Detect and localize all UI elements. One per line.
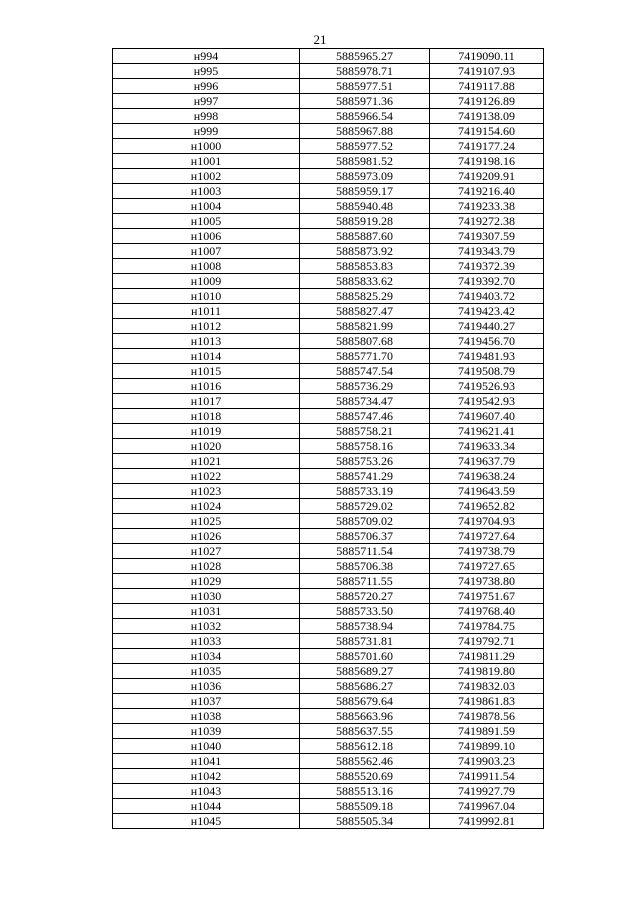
table-row [113, 769, 544, 784]
point-id-cell: н1035 [113, 664, 300, 679]
point-id-cell: н1008 [113, 259, 300, 274]
y-coordinate-cell: 7419138.09 [430, 109, 544, 124]
table-row [113, 664, 544, 679]
y-coordinate-cell: 7419652.82 [430, 499, 544, 514]
point-id-cell: н1003 [113, 184, 300, 199]
y-coordinate-cell: 7419177.24 [430, 139, 544, 154]
table-row [113, 49, 544, 64]
y-coordinate-cell: 7419768.40 [430, 604, 544, 619]
point-id-cell: н1009 [113, 274, 300, 289]
point-id-cell: н1006 [113, 229, 300, 244]
x-coordinate-cell: 5885689.27 [300, 664, 430, 679]
x-coordinate-cell: 5885509.18 [300, 799, 430, 814]
y-coordinate-cell: 7419542.93 [430, 394, 544, 409]
table-row [113, 589, 544, 604]
table-row [113, 289, 544, 304]
x-coordinate-cell: 5885833.62 [300, 274, 430, 289]
y-coordinate-cell: 7419992.81 [430, 814, 544, 829]
point-id-cell: н1000 [113, 139, 300, 154]
y-coordinate-cell: 7419090.11 [430, 49, 544, 64]
point-id-cell: н998 [113, 109, 300, 124]
point-id-cell: н1040 [113, 739, 300, 754]
point-id-cell: н1015 [113, 364, 300, 379]
y-coordinate-cell: 7419117.88 [430, 79, 544, 94]
x-coordinate-cell: 5885758.16 [300, 439, 430, 454]
y-coordinate-cell: 7419738.80 [430, 574, 544, 589]
page-number: 21 [313, 32, 327, 47]
x-coordinate-cell: 5885733.19 [300, 484, 430, 499]
y-coordinate-cell: 7419440.27 [430, 319, 544, 334]
table-row [113, 544, 544, 559]
x-coordinate-cell: 5885747.46 [300, 409, 430, 424]
x-coordinate-cell: 5885940.48 [300, 199, 430, 214]
table-row [113, 784, 544, 799]
x-coordinate-cell: 5885741.29 [300, 469, 430, 484]
point-id-cell: н1004 [113, 199, 300, 214]
y-coordinate-cell: 7419343.79 [430, 244, 544, 259]
table-row [113, 649, 544, 664]
x-coordinate-cell: 5885873.92 [300, 244, 430, 259]
x-coordinate-cell: 5885729.02 [300, 499, 430, 514]
y-coordinate-cell: 7419372.39 [430, 259, 544, 274]
y-coordinate-cell: 7419738.79 [430, 544, 544, 559]
point-id-cell: н1016 [113, 379, 300, 394]
y-coordinate-cell: 7419423.42 [430, 304, 544, 319]
x-coordinate-cell: 5885959.17 [300, 184, 430, 199]
y-coordinate-cell: 7419819.80 [430, 664, 544, 679]
x-coordinate-cell: 5885731.81 [300, 634, 430, 649]
x-coordinate-cell: 5885562.46 [300, 754, 430, 769]
y-coordinate-cell: 7419704.93 [430, 514, 544, 529]
table-row [113, 634, 544, 649]
point-id-cell: н1020 [113, 439, 300, 454]
table-row [113, 334, 544, 349]
table-row [113, 349, 544, 364]
x-coordinate-cell: 5885637.55 [300, 724, 430, 739]
table-row [113, 214, 544, 229]
y-coordinate-cell: 7419792.71 [430, 634, 544, 649]
x-coordinate-cell: 5885736.29 [300, 379, 430, 394]
coordinates-table [112, 48, 544, 829]
point-id-cell: н1045 [113, 814, 300, 829]
y-coordinate-cell: 7419607.40 [430, 409, 544, 424]
point-id-cell: н1023 [113, 484, 300, 499]
x-coordinate-cell: 5885978.71 [300, 64, 430, 79]
x-coordinate-cell: 5885612.18 [300, 739, 430, 754]
table-row [113, 364, 544, 379]
table-row [113, 394, 544, 409]
x-coordinate-cell: 5885747.54 [300, 364, 430, 379]
y-coordinate-cell: 7419621.41 [430, 424, 544, 439]
y-coordinate-cell: 7419927.79 [430, 784, 544, 799]
x-coordinate-cell: 5885686.27 [300, 679, 430, 694]
x-coordinate-cell: 5885973.09 [300, 169, 430, 184]
point-id-cell: н1022 [113, 469, 300, 484]
point-id-cell: н1032 [113, 619, 300, 634]
point-id-cell: н1028 [113, 559, 300, 574]
y-coordinate-cell: 7419861.83 [430, 694, 544, 709]
table-row [113, 484, 544, 499]
y-coordinate-cell: 7419126.89 [430, 94, 544, 109]
point-id-cell: н1027 [113, 544, 300, 559]
point-id-cell: н997 [113, 94, 300, 109]
table-row [113, 499, 544, 514]
y-coordinate-cell: 7419638.24 [430, 469, 544, 484]
table-row [113, 454, 544, 469]
y-coordinate-cell: 7419891.59 [430, 724, 544, 739]
point-id-cell: н1013 [113, 334, 300, 349]
point-id-cell: н1031 [113, 604, 300, 619]
y-coordinate-cell: 7419216.40 [430, 184, 544, 199]
point-id-cell: н999 [113, 124, 300, 139]
point-id-cell: н1010 [113, 289, 300, 304]
point-id-cell: н1026 [113, 529, 300, 544]
x-coordinate-cell: 5885709.02 [300, 514, 430, 529]
point-id-cell: н1044 [113, 799, 300, 814]
x-coordinate-cell: 5885734.47 [300, 394, 430, 409]
x-coordinate-cell: 5885706.38 [300, 559, 430, 574]
x-coordinate-cell: 5885711.54 [300, 544, 430, 559]
y-coordinate-cell: 7419272.38 [430, 214, 544, 229]
y-coordinate-cell: 7419878.56 [430, 709, 544, 724]
y-coordinate-cell: 7419911.54 [430, 769, 544, 784]
y-coordinate-cell: 7419233.38 [430, 199, 544, 214]
point-id-cell: н995 [113, 64, 300, 79]
x-coordinate-cell: 5885513.16 [300, 784, 430, 799]
x-coordinate-cell: 5885887.60 [300, 229, 430, 244]
table-row [113, 304, 544, 319]
point-id-cell: н996 [113, 79, 300, 94]
table-row [113, 124, 544, 139]
table-row [113, 604, 544, 619]
table-row [113, 109, 544, 124]
point-id-cell: н1007 [113, 244, 300, 259]
point-id-cell: н1021 [113, 454, 300, 469]
x-coordinate-cell: 5885711.55 [300, 574, 430, 589]
y-coordinate-cell: 7419727.64 [430, 529, 544, 544]
table-row [113, 739, 544, 754]
x-coordinate-cell: 5885966.54 [300, 109, 430, 124]
y-coordinate-cell: 7419643.59 [430, 484, 544, 499]
point-id-cell: н1024 [113, 499, 300, 514]
y-coordinate-cell: 7419403.72 [430, 289, 544, 304]
table-row [113, 724, 544, 739]
table-row [113, 64, 544, 79]
x-coordinate-cell: 5885981.52 [300, 154, 430, 169]
table-row [113, 529, 544, 544]
x-coordinate-cell: 5885971.36 [300, 94, 430, 109]
y-coordinate-cell: 7419526.93 [430, 379, 544, 394]
table-row [113, 424, 544, 439]
x-coordinate-cell: 5885753.26 [300, 454, 430, 469]
x-coordinate-cell: 5885758.21 [300, 424, 430, 439]
x-coordinate-cell: 5885965.27 [300, 49, 430, 64]
table-row [113, 259, 544, 274]
x-coordinate-cell: 5885738.94 [300, 619, 430, 634]
table-row [113, 379, 544, 394]
point-id-cell: н1001 [113, 154, 300, 169]
point-id-cell: н1036 [113, 679, 300, 694]
point-id-cell: н1042 [113, 769, 300, 784]
point-id-cell: н1029 [113, 574, 300, 589]
x-coordinate-cell: 5885706.37 [300, 529, 430, 544]
point-id-cell: н1030 [113, 589, 300, 604]
y-coordinate-cell: 7419209.91 [430, 169, 544, 184]
x-coordinate-cell: 5885733.50 [300, 604, 430, 619]
point-id-cell: н1018 [113, 409, 300, 424]
y-coordinate-cell: 7419832.03 [430, 679, 544, 694]
x-coordinate-cell: 5885771.70 [300, 349, 430, 364]
table-row [113, 619, 544, 634]
point-id-cell: н1002 [113, 169, 300, 184]
table-row [113, 169, 544, 184]
table-row [113, 514, 544, 529]
point-id-cell: н1011 [113, 304, 300, 319]
point-id-cell: н1017 [113, 394, 300, 409]
x-coordinate-cell: 5885821.99 [300, 319, 430, 334]
y-coordinate-cell: 7419154.60 [430, 124, 544, 139]
x-coordinate-cell: 5885827.47 [300, 304, 430, 319]
point-id-cell: н1034 [113, 649, 300, 664]
y-coordinate-cell: 7419967.04 [430, 799, 544, 814]
x-coordinate-cell: 5885853.83 [300, 259, 430, 274]
table-row [113, 244, 544, 259]
table-row [113, 814, 544, 829]
x-coordinate-cell: 5885520.69 [300, 769, 430, 784]
x-coordinate-cell: 5885505.34 [300, 814, 430, 829]
x-coordinate-cell: 5885701.60 [300, 649, 430, 664]
x-coordinate-cell: 5885663.96 [300, 709, 430, 724]
x-coordinate-cell: 5885967.88 [300, 124, 430, 139]
y-coordinate-cell: 7419107.93 [430, 64, 544, 79]
point-id-cell: н1012 [113, 319, 300, 334]
y-coordinate-cell: 7419727.65 [430, 559, 544, 574]
y-coordinate-cell: 7419307.59 [430, 229, 544, 244]
table-row [113, 469, 544, 484]
table-row [113, 559, 544, 574]
y-coordinate-cell: 7419508.79 [430, 364, 544, 379]
table-row [113, 754, 544, 769]
y-coordinate-cell: 7419456.70 [430, 334, 544, 349]
table-row [113, 229, 544, 244]
point-id-cell: н1014 [113, 349, 300, 364]
y-coordinate-cell: 7419784.75 [430, 619, 544, 634]
table-row [113, 184, 544, 199]
coordinates-table-body [113, 49, 544, 829]
table-row [113, 709, 544, 724]
point-id-cell: н1005 [113, 214, 300, 229]
point-id-cell: н1025 [113, 514, 300, 529]
table-row [113, 439, 544, 454]
point-id-cell: н1043 [113, 784, 300, 799]
y-coordinate-cell: 7419903.23 [430, 754, 544, 769]
table-row [113, 679, 544, 694]
point-id-cell: н994 [113, 49, 300, 64]
x-coordinate-cell: 5885679.64 [300, 694, 430, 709]
table-row [113, 574, 544, 589]
y-coordinate-cell: 7419633.34 [430, 439, 544, 454]
x-coordinate-cell: 5885720.27 [300, 589, 430, 604]
table-row [113, 694, 544, 709]
y-coordinate-cell: 7419392.70 [430, 274, 544, 289]
x-coordinate-cell: 5885977.51 [300, 79, 430, 94]
point-id-cell: н1039 [113, 724, 300, 739]
table-row [113, 199, 544, 214]
table-row [113, 319, 544, 334]
table-row [113, 409, 544, 424]
table-row [113, 79, 544, 94]
y-coordinate-cell: 7419751.67 [430, 589, 544, 604]
y-coordinate-cell: 7419637.79 [430, 454, 544, 469]
x-coordinate-cell: 5885825.29 [300, 289, 430, 304]
point-id-cell: н1038 [113, 709, 300, 724]
point-id-cell: н1033 [113, 634, 300, 649]
point-id-cell: н1041 [113, 754, 300, 769]
table-row [113, 274, 544, 289]
y-coordinate-cell: 7419198.16 [430, 154, 544, 169]
table-row [113, 139, 544, 154]
point-id-cell: н1019 [113, 424, 300, 439]
table-row [113, 94, 544, 109]
x-coordinate-cell: 5885807.68 [300, 334, 430, 349]
y-coordinate-cell: 7419481.93 [430, 349, 544, 364]
table-row [113, 154, 544, 169]
x-coordinate-cell: 5885977.52 [300, 139, 430, 154]
y-coordinate-cell: 7419899.10 [430, 739, 544, 754]
x-coordinate-cell: 5885919.28 [300, 214, 430, 229]
y-coordinate-cell: 7419811.29 [430, 649, 544, 664]
point-id-cell: н1037 [113, 694, 300, 709]
table-row [113, 799, 544, 814]
